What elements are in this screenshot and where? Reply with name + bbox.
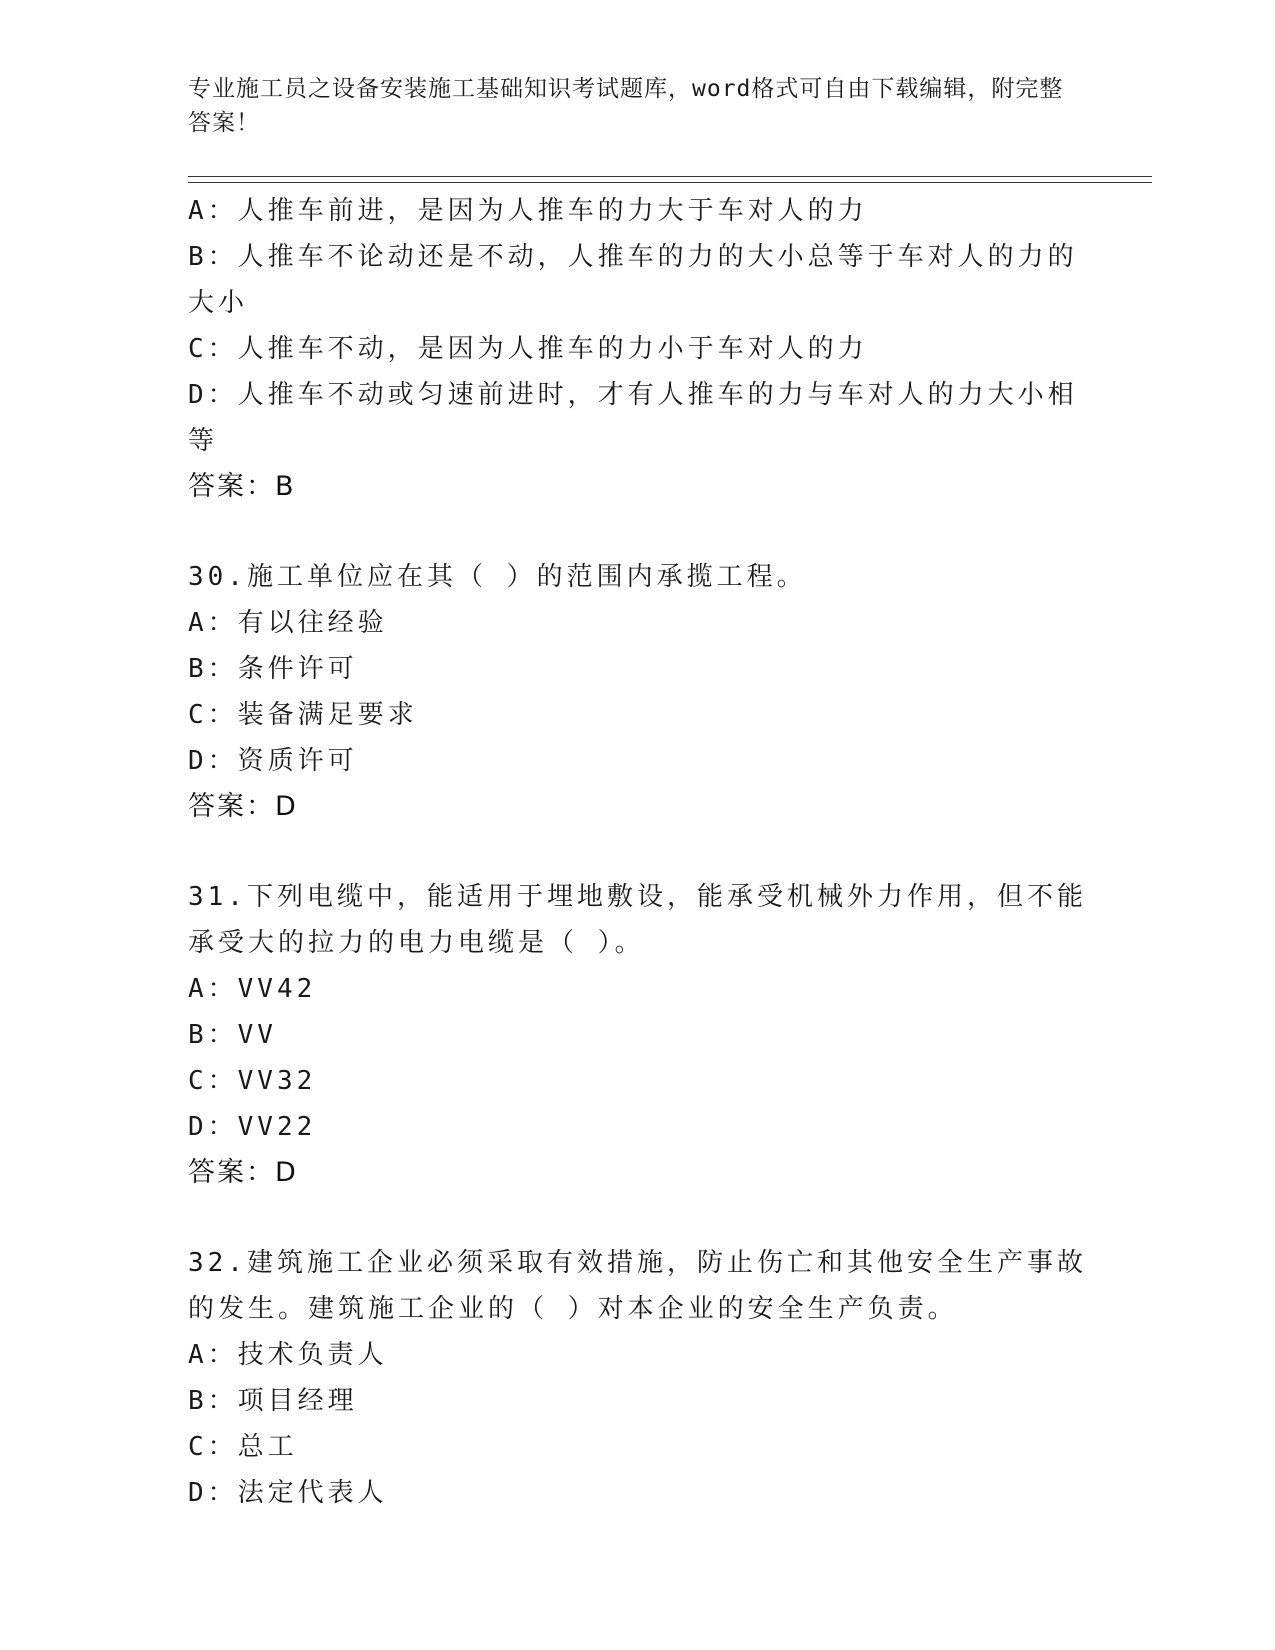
option-b: B：条件许可 [188, 654, 358, 684]
spacer [188, 510, 1088, 554]
answer-label: 答案：D [188, 791, 298, 822]
spacer [188, 1196, 1088, 1240]
header-divider-bottom [188, 182, 1152, 183]
answer-label: 答案：B [188, 471, 296, 502]
answer-label: 答案：D [188, 1157, 298, 1188]
option-d: D：法定代表人 [188, 1478, 388, 1508]
option-b: B：项目经理 [188, 1386, 358, 1416]
option-c: C：装备满足要求 [188, 700, 418, 730]
option-d: D：资质许可 [188, 746, 358, 776]
question-text: 31.下列电缆中，能适用于埋地敷设，能承受机械外力作用，但不能承受大的拉力的电力电缆是（ ）。 [188, 882, 1087, 958]
option-a: A：技术负责人 [188, 1340, 388, 1370]
option-d: D：人推车不动或匀速前进时，才有人推车的力与车对人的力大小相等 [188, 380, 1078, 456]
question-block-31 [188, 874, 1088, 1196]
question-text: 32.建筑施工企业必须采取有效措施，防止伤亡和其他安全生产事故的发生。建筑施工企业的（ ）对本企业的安全生产负责。 [188, 1248, 1087, 1324]
option-a: A：VV42 [188, 974, 317, 1004]
option-a: A：有以往经验 [188, 608, 388, 638]
document-header [188, 72, 1068, 140]
question-block-32 [188, 1240, 1088, 1516]
option-c: C：VV32 [188, 1066, 317, 1096]
question-block-30 [188, 554, 1088, 830]
spacer [188, 830, 1088, 874]
header-divider-top [188, 176, 1152, 177]
option-b: B：VV [188, 1020, 277, 1050]
option-a: A：人推车前进，是因为人推车的力大于车对人的力 [188, 196, 868, 226]
question-block-prev [188, 188, 1088, 510]
option-d: D：VV22 [188, 1112, 317, 1142]
option-c: C：人推车不动，是因为人推车的力小于车对人的力 [188, 334, 868, 364]
header-title: 专业施工员之设备安装施工基础知识考试题库，word格式可自由下载编辑，附完整答案！ [188, 76, 1064, 136]
option-b: B：人推车不论动还是不动，人推车的力的大小总等于车对人的力的大小 [188, 242, 1078, 318]
document-body [188, 188, 1088, 1516]
question-text: 30.施工单位应在其（ ）的范围内承揽工程。 [188, 562, 807, 592]
option-c: C：总工 [188, 1432, 298, 1462]
